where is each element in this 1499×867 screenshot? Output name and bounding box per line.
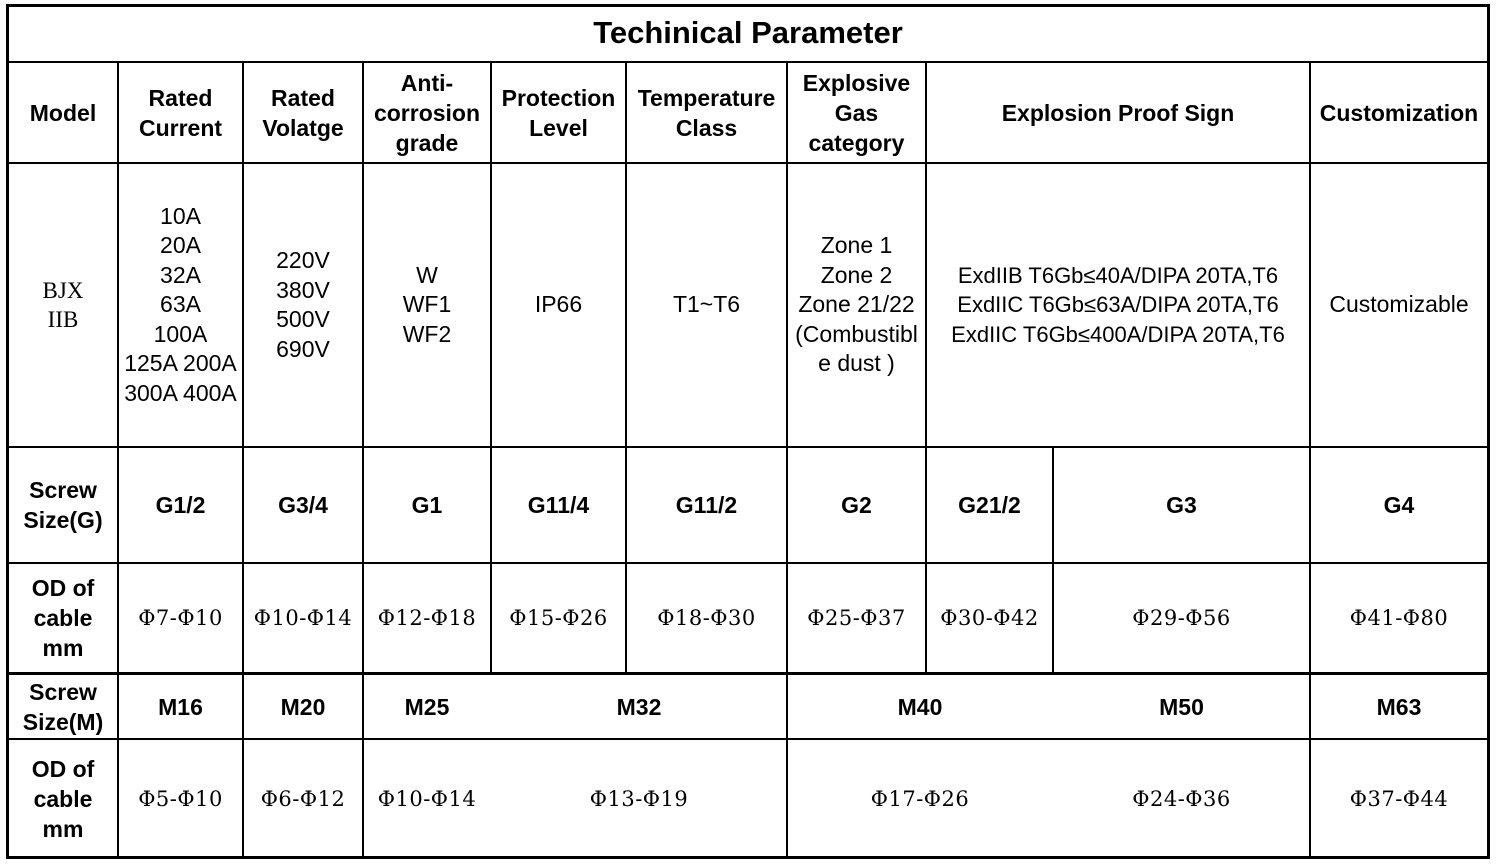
spec-voltage: 220V 380V 500V 690V xyxy=(276,247,330,362)
od-m-cell: Φ37-Φ44 xyxy=(1349,786,1449,811)
od-m-cell: Φ10-Φ14 xyxy=(377,786,477,811)
screw-g-cell: G2 xyxy=(841,492,872,518)
od-g-cell: Φ15-Φ26 xyxy=(509,606,608,630)
od-m-label: OD of cable mm xyxy=(31,755,95,842)
screw-g-label: Screw Size(G) xyxy=(23,477,103,533)
header-temperature-class: Temperature Class xyxy=(637,84,776,141)
od-g-cell: Φ18-Φ30 xyxy=(657,606,756,630)
od-m-cell: Φ6-Φ12 xyxy=(260,786,346,811)
screw-g-cell: G1/2 xyxy=(155,492,206,518)
spec-protection: IP66 xyxy=(534,291,583,318)
spec-customization: Customizable xyxy=(1329,291,1469,318)
screw-m-cell: M50 xyxy=(1159,693,1204,720)
od-g-cell: Φ29-Φ56 xyxy=(1132,606,1231,630)
od-g-cell: Φ25-Φ37 xyxy=(807,606,906,630)
od-m-cell: Φ17-Φ26 xyxy=(870,786,970,811)
spec-gas-category: Zone 1 Zone 2 Zone 21/22 (Combustibl e dust ) xyxy=(795,232,918,377)
header-customization: Customization xyxy=(1319,99,1479,126)
od-m-cell: Φ24-Φ36 xyxy=(1132,786,1231,811)
od-m-cell: Φ5-Φ10 xyxy=(138,786,223,811)
od-g-label: OD of cable mm xyxy=(31,575,95,661)
header-model: Model xyxy=(29,99,97,126)
screw-g-cell: G3/4 xyxy=(278,492,328,518)
header-rated-voltage: Rated Volatge xyxy=(262,84,344,141)
screw-m-cell: M63 xyxy=(1376,693,1422,720)
screw-m-cell: M20 xyxy=(280,693,326,720)
screw-g-cell: G1 xyxy=(411,492,443,518)
screw-m-cell: M32 xyxy=(616,693,662,720)
screw-g-cell: G4 xyxy=(1383,492,1415,518)
od-g-cell: Φ41-Φ80 xyxy=(1349,606,1449,630)
od-g-cell: Φ10-Φ14 xyxy=(253,606,353,630)
spec-current: 10A 20A 32A 63A 100A 125A 200A 300A 400A xyxy=(124,202,237,406)
header-explosion-proof-sign: Explosion Proof Sign xyxy=(1001,99,1235,126)
spec-temperature: T1~T6 xyxy=(672,291,741,318)
od-g-cell: Φ30-Φ42 xyxy=(940,606,1039,630)
od-g-cell: Φ12-Φ18 xyxy=(377,606,477,630)
screw-g-cell: G11/4 xyxy=(527,492,590,518)
od-m-cell: Φ13-Φ19 xyxy=(589,786,689,811)
header-anti-corrosion: Anti- corrosion grade xyxy=(373,69,481,156)
header-protection-level: Protection Level xyxy=(501,84,616,141)
header-rated-current: Rated Current xyxy=(138,84,223,141)
od-g-cell: Φ7-Φ10 xyxy=(138,606,223,630)
spec-model: BJX IIB xyxy=(42,278,84,332)
screw-g-cell: G21/2 xyxy=(958,492,1021,518)
screw-m-cell: M16 xyxy=(158,693,203,720)
screw-m-label: Screw Size(M) xyxy=(22,678,104,735)
screw-g-cell: G11/2 xyxy=(675,492,738,518)
screw-m-cell: M25 xyxy=(404,693,450,720)
spec-explosion-sign: ExdIIB T6Gb≤40A/DIPA 20TA,T6 ExdIIC T6Gb≤63A/DIPA 20TA,T6 ExdIIC T6Gb≤400A/DIPA 20TA,T6 xyxy=(951,262,1285,347)
screw-g-cell: G3 xyxy=(1166,492,1197,518)
screw-m-cell: M40 xyxy=(897,693,943,720)
table-title: Techinical Parameter xyxy=(593,15,903,50)
header-gas-category: Explosive Gas category xyxy=(802,69,911,156)
spec-anti-corrosion: W WF1 WF2 xyxy=(402,261,452,347)
